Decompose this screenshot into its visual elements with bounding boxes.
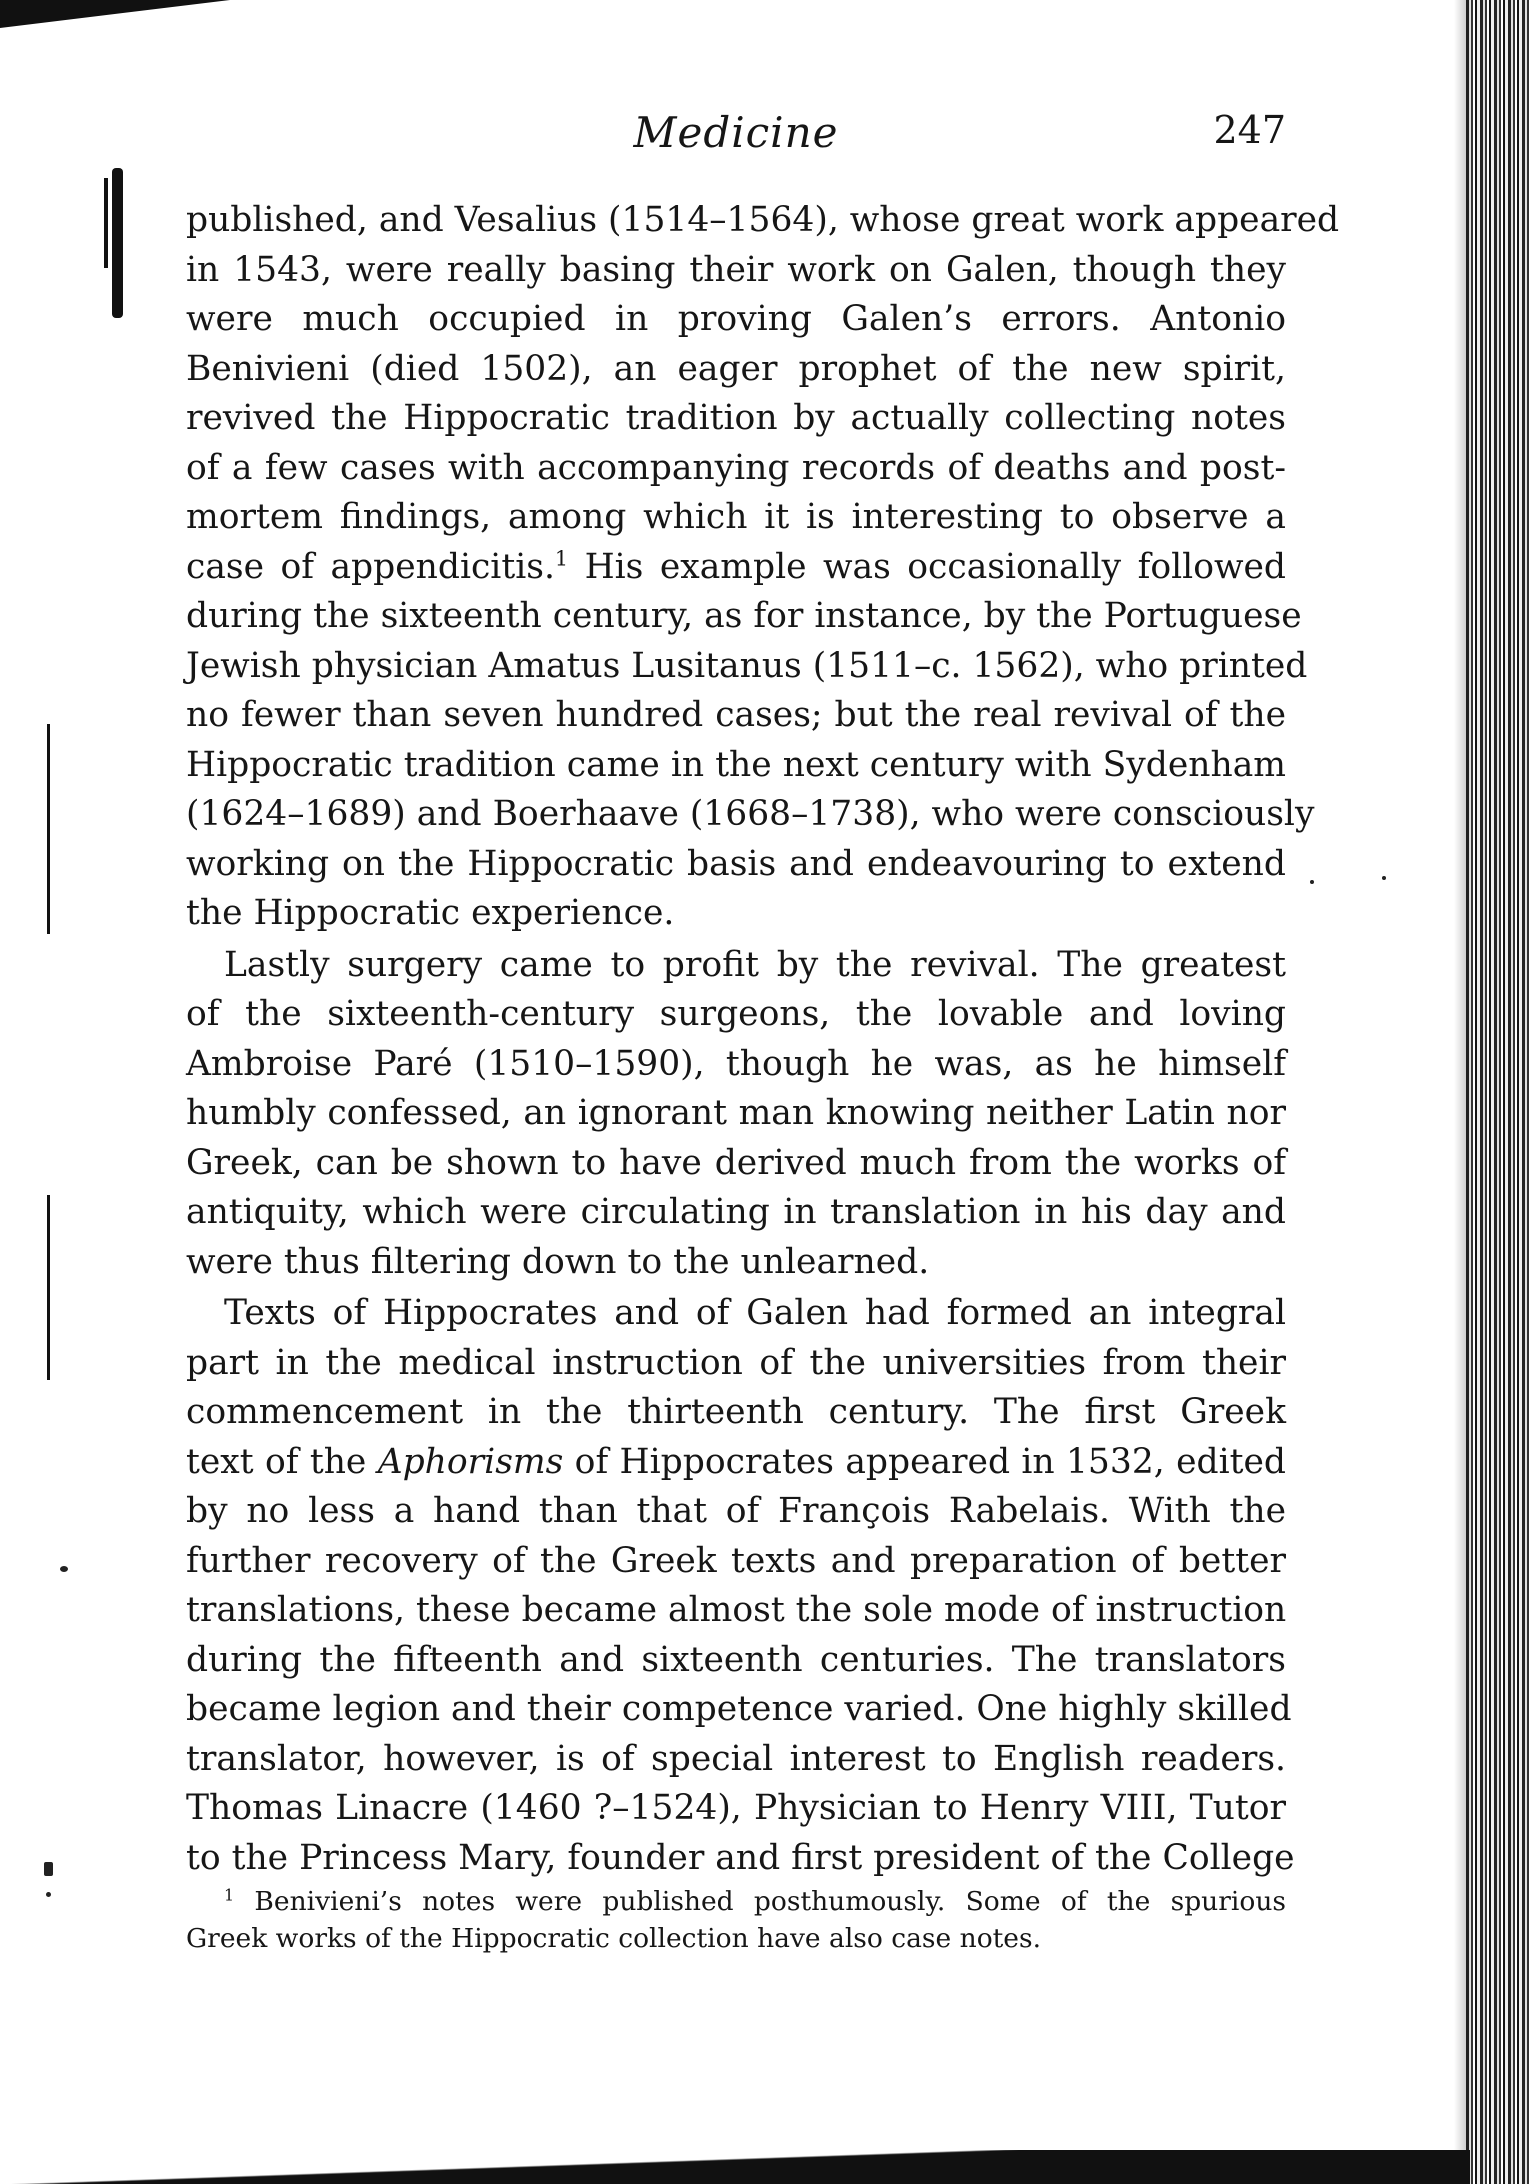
speck (44, 1862, 53, 1876)
footnote-text: Benivieni’s notes were published posthumously. Some of the spurious (234, 1886, 1286, 1917)
margin-rule (47, 1195, 50, 1380)
text-line: Greek, can be shown to have derived much from the works of (186, 1142, 1286, 1183)
text-line: were thus filtering down to the unlearned. (186, 1241, 930, 1282)
text-line: humbly confessed, an ignorant man knowing neither Latin nor (186, 1093, 1286, 1133)
scan-shadow-top (0, 0, 230, 28)
speck (60, 1566, 68, 1572)
text-line-with-footnote-ref (186, 543, 1286, 593)
margin-mark (112, 168, 123, 318)
footnote-marker: 1 (224, 1885, 235, 1905)
text-line: translations, these became almost the sole mode of instruction (186, 1590, 1287, 1630)
text-line: revived the Hippocratic tradition by actually collecting notes (186, 398, 1286, 438)
text-line: working on the Hippocratic basis and endeavouring to extend (186, 843, 1286, 884)
running-head (186, 108, 1286, 168)
text-line: to the Princess Mary, founder and first president of the College (186, 1837, 1295, 1878)
text-line: further recovery of the Greek texts and preparation of better (186, 1540, 1286, 1581)
text-line: the Hippocratic experience. (186, 893, 675, 933)
text-line: during the fifteenth and sixteenth centuries. The translators (186, 1639, 1286, 1680)
footnote-continuation: Greek works of the Hippocratic collection have also case notes. (186, 1923, 1042, 1954)
page-number: 247 (1213, 108, 1286, 152)
text-line: by no less a hand than that of François Rabelais. With the (186, 1491, 1286, 1531)
text-line: became legion and their competence varied. One highly skilled (186, 1689, 1292, 1729)
chapter-title: Medicine (633, 108, 839, 157)
text-fragment: His example was occasionally followed (568, 546, 1287, 587)
text-line: in 1543, were really basing their work on Galen, though they (186, 249, 1286, 290)
text-line: Ambroise Paré (1510–1590), though he was, as he himself (186, 1043, 1286, 1084)
text-line: translator, however, is of special interest to English readers. (186, 1738, 1286, 1779)
footnote-reference: 1 (554, 546, 569, 571)
text-line: no fewer than seven hundred cases; but the real revival of the (186, 695, 1286, 735)
text-line: commencement in the thirteenth century. The first Greek (186, 1392, 1286, 1432)
scan-shadow-bottom (0, 2150, 1470, 2184)
text-line: Hippocratic tradition came in the next century with Sydenham (186, 744, 1286, 785)
text-line: antiquity, which were circulating in translation in his day and (186, 1192, 1286, 1232)
text-line: during the sixteenth century, as for instance, by the Portuguese (186, 596, 1302, 636)
text-line: mortem findings, among which it is interesting to observe a (186, 497, 1286, 537)
speck (46, 1892, 51, 1897)
text-line: Jewish physician Amatus Lusitanus (1511–c. 1562), who printed (186, 645, 1308, 686)
text-line: were much occupied in proving Galen’s errors. Antonio (186, 299, 1286, 339)
text-line: Benivieni (died 1502), an eager prophet of the new spirit, (186, 348, 1286, 389)
text-fragment: case of appendicitis. (186, 546, 555, 587)
book-spine-edge (1466, 0, 1530, 2184)
footnotes (186, 1883, 1286, 1957)
text-line: published, and Vesalius (1514–1564), whose great work appeared (186, 200, 1340, 240)
paragraph-first-line: Texts of Hippocrates and of Galen had formed an integral (224, 1293, 1286, 1333)
italic-work-title: Aphorisms (377, 1441, 564, 1482)
margin-mark (104, 178, 108, 268)
speck (1382, 876, 1386, 880)
text-line: of the sixteenth-century surgeons, the lovable and loving (186, 994, 1286, 1034)
text-line: (1624–1689) and Boerhaave (1668–1738), who were consciously (186, 794, 1315, 834)
body-text (186, 196, 1340, 1883)
footnote (186, 1883, 1286, 1920)
margin-rule (47, 724, 50, 934)
speck (1310, 880, 1314, 884)
paragraph-first-line: Lastly surgery came to profit by the revival. The greatest (224, 944, 1286, 985)
text-line: part in the medical instruction of the universities from their (186, 1342, 1286, 1383)
text-line: of a few cases with accompanying records of deaths and post- (186, 447, 1286, 488)
text-line: Thomas Linacre (1460 ?–1524), Physician to Henry VIII, Tutor (186, 1788, 1286, 1828)
text-line-with-italic-title (186, 1438, 1286, 1488)
text-fragment: of Hippocrates appeared in 1532, edited (563, 1441, 1286, 1482)
text-fragment: text of the (186, 1441, 378, 1482)
